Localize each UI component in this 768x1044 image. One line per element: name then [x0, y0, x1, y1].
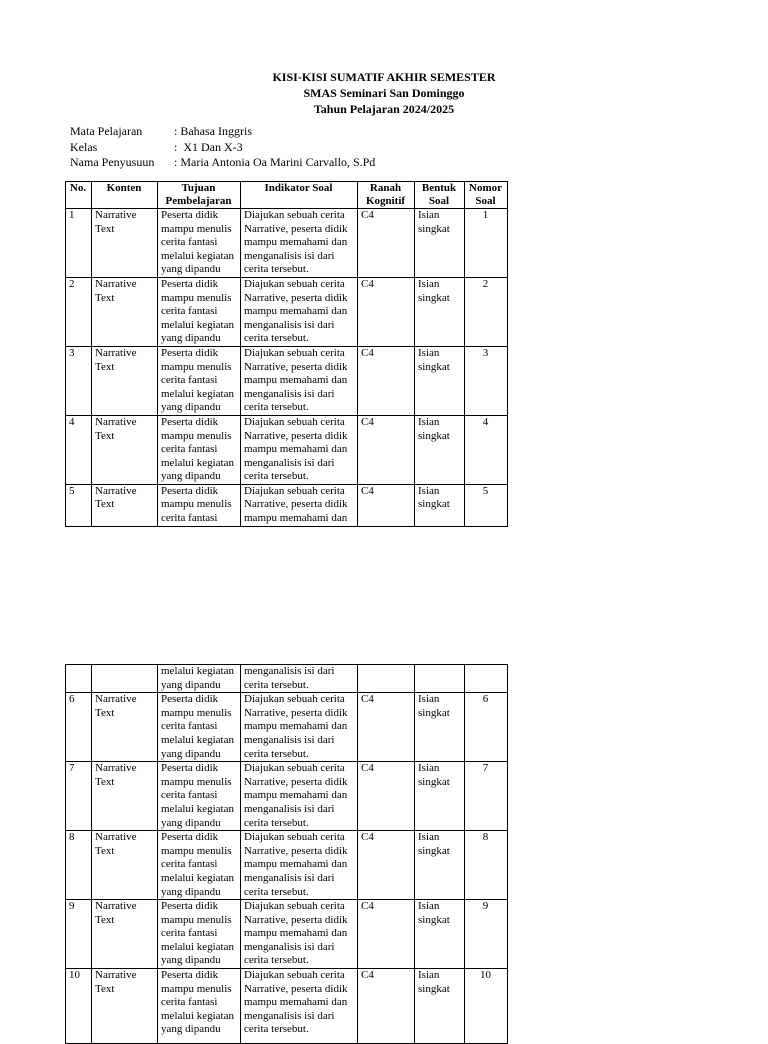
cell-indikator: Diajukan sebuah cerita Narrative, peserta didik mampu memahami dan menganalisis isi dari cerita tersebut.	[241, 346, 358, 415]
cell-indikator: Diajukan sebuah cerita Narrative, peserta didik mampu memahami dan menganalisis isi dari cerita tersebut.	[241, 693, 358, 762]
cell-nomor: 2	[465, 277, 508, 346]
cell-no: 10	[66, 969, 92, 1044]
cell-indikator: Diajukan sebuah cerita Narrative, peserta didik mampu memahami dan menganalisis isi dari cerita tersebut.	[241, 415, 358, 484]
cell-bentuk: Isian singkat	[415, 415, 465, 484]
table-row	[66, 969, 508, 1044]
cell-ranah: C4	[358, 900, 415, 969]
header-konten: Konten	[92, 182, 158, 209]
cell-no: 2	[66, 277, 92, 346]
cell-nomor: 10	[465, 969, 508, 1044]
cell-ranah: C4	[358, 969, 415, 1044]
cell-bentuk: Isian singkat	[415, 346, 465, 415]
table-row	[66, 209, 508, 278]
kisi-kisi-table-page-1	[65, 181, 508, 527]
cell-bentuk: Isian singkat	[415, 484, 465, 526]
cell-bentuk: Isian singkat	[415, 762, 465, 831]
table-row	[66, 900, 508, 969]
header-no: No.	[66, 182, 92, 209]
academic-year: Tahun Pelajaran 2024/2025	[313, 102, 455, 116]
header-nomor: Nomor Soal	[465, 182, 508, 209]
document-meta	[70, 124, 375, 171]
cell-nomor: 6	[465, 693, 508, 762]
cell-indikator: Diajukan sebuah cerita Narrative, peserta didik mampu memahami dan menganalisis isi dari cerita tersebut.	[241, 900, 358, 969]
cell-ranah: C4	[358, 209, 415, 278]
cell-tujuan: Peserta didik mampu menulis cerita fantasi melalui kegiatan yang dipandu	[158, 209, 241, 278]
cell-no: 9	[66, 900, 92, 969]
cell-konten: Narrative Text	[92, 900, 158, 969]
header-tujuan: Tujuan Pembelajaran	[158, 182, 241, 209]
school-name: SMAS Seminari San Dominggo	[303, 86, 465, 100]
cell-tujuan: Peserta didik mampu menulis cerita fantasi melalui kegiatan yang dipandu	[158, 415, 241, 484]
table-row	[66, 346, 508, 415]
meta-row-class	[70, 140, 375, 156]
cell-ranah	[358, 665, 415, 693]
cell-ranah: C4	[358, 831, 415, 900]
table-row	[66, 831, 508, 900]
table-row	[66, 762, 508, 831]
table-row	[66, 277, 508, 346]
cell-ranah: C4	[358, 415, 415, 484]
cell-no: 1	[66, 209, 92, 278]
cell-indikator: menganalisis isi dari cerita tersebut.	[241, 665, 358, 693]
cell-konten: Narrative Text	[92, 209, 158, 278]
cell-bentuk	[415, 665, 465, 693]
header-ranah: Ranah Kognitif	[358, 182, 415, 209]
meta-label: Kelas	[70, 139, 98, 154]
meta-label: Nama Penyusuun	[70, 155, 155, 169]
cell-konten: Narrative Text	[92, 277, 158, 346]
cell-konten: Narrative Text	[92, 415, 158, 484]
cell-no: 7	[66, 762, 92, 831]
table-row	[66, 693, 508, 762]
cell-nomor: 9	[465, 900, 508, 969]
cell-konten: Narrative Text	[92, 484, 158, 526]
cell-konten	[92, 665, 158, 693]
cell-ranah: C4	[358, 484, 415, 526]
cell-no: 6	[66, 693, 92, 762]
cell-indikator: Diajukan sebuah cerita Narrative, peserta didik mampu memahami dan	[241, 484, 358, 526]
cell-bentuk: Isian singkat	[415, 209, 465, 278]
cell-konten: Narrative Text	[92, 693, 158, 762]
cell-konten: Narrative Text	[92, 831, 158, 900]
cell-nomor: 1	[465, 209, 508, 278]
cell-bentuk: Isian singkat	[415, 831, 465, 900]
cell-nomor	[465, 665, 508, 693]
cell-nomor: 8	[465, 831, 508, 900]
cell-tujuan: Peserta didik mampu menulis cerita fantasi melalui kegiatan yang dipandu	[158, 346, 241, 415]
cell-nomor: 5	[465, 484, 508, 526]
cell-konten: Narrative Text	[92, 969, 158, 1044]
cell-konten: Narrative Text	[92, 346, 158, 415]
meta-value: : Maria Antonia Oa Marini Carvallo, S.Pd	[174, 155, 376, 169]
cell-bentuk: Isian singkat	[415, 693, 465, 762]
cell-tujuan: Peserta didik mampu menulis cerita fantasi melalui kegiatan yang dipandu	[158, 762, 241, 831]
cell-indikator: Diajukan sebuah cerita Narrative, peserta didik mampu memahami dan menganalisis isi dari cerita tersebut.	[241, 831, 358, 900]
document-header	[0, 69, 768, 117]
header-indikator: Indikator Soal	[241, 182, 358, 209]
cell-tujuan: melalui kegiatan yang dipandu	[158, 665, 241, 693]
cell-tujuan: Peserta didik mampu menulis cerita fantasi melalui kegiatan yang dipandu	[158, 969, 241, 1044]
cell-tujuan: Peserta didik mampu menulis cerita fantasi melalui kegiatan yang dipandu	[158, 277, 241, 346]
meta-row-subject	[70, 124, 375, 140]
cell-tujuan: Peserta didik mampu menulis cerita fantasi melalui kegiatan yang dipandu	[158, 900, 241, 969]
cell-no	[66, 665, 92, 693]
cell-bentuk: Isian singkat	[415, 969, 465, 1044]
cell-no: 8	[66, 831, 92, 900]
cell-indikator: Diajukan sebuah cerita Narrative, peserta didik mampu memahami dan menganalisis isi dari cerita tersebut.	[241, 209, 358, 278]
table-row-continuation	[66, 665, 508, 693]
document-title: KISI-KISI SUMATIF AKHIR SEMESTER	[272, 70, 496, 84]
table-row	[66, 484, 508, 526]
cell-ranah: C4	[358, 762, 415, 831]
kisi-kisi-table-page-2	[65, 664, 508, 1044]
cell-no: 4	[66, 415, 92, 484]
cell-nomor: 3	[465, 346, 508, 415]
cell-no: 3	[66, 346, 92, 415]
cell-no: 5	[66, 484, 92, 526]
cell-bentuk: Isian singkat	[415, 277, 465, 346]
meta-label: Mata Pelajaran	[70, 124, 143, 138]
cell-nomor: 7	[465, 762, 508, 831]
cell-indikator: Diajukan sebuah cerita Narrative, peserta didik mampu memahami dan menganalisis isi dari cerita tersebut.	[241, 969, 358, 1044]
meta-value: : Bahasa Inggris	[174, 124, 252, 138]
cell-bentuk: Isian singkat	[415, 900, 465, 969]
cell-ranah: C4	[358, 277, 415, 346]
cell-konten: Narrative Text	[92, 762, 158, 831]
cell-ranah: C4	[358, 346, 415, 415]
cell-tujuan: Peserta didik mampu menulis cerita fantasi	[158, 484, 241, 526]
cell-indikator: Diajukan sebuah cerita Narrative, peserta didik mampu memahami dan menganalisis isi dari cerita tersebut.	[241, 277, 358, 346]
cell-tujuan: Peserta didik mampu menulis cerita fantasi melalui kegiatan yang dipandu	[158, 831, 241, 900]
cell-indikator: Diajukan sebuah cerita Narrative, peserta didik mampu memahami dan menganalisis isi dari cerita tersebut.	[241, 762, 358, 831]
table-row	[66, 415, 508, 484]
cell-ranah: C4	[358, 693, 415, 762]
meta-row-author	[70, 155, 375, 171]
table-header-row	[66, 182, 508, 209]
header-bentuk: Bentuk Soal	[415, 182, 465, 209]
meta-value: : X1 Dan X-3	[174, 139, 243, 154]
cell-tujuan: Peserta didik mampu menulis cerita fantasi melalui kegiatan yang dipandu	[158, 693, 241, 762]
cell-nomor: 4	[465, 415, 508, 484]
